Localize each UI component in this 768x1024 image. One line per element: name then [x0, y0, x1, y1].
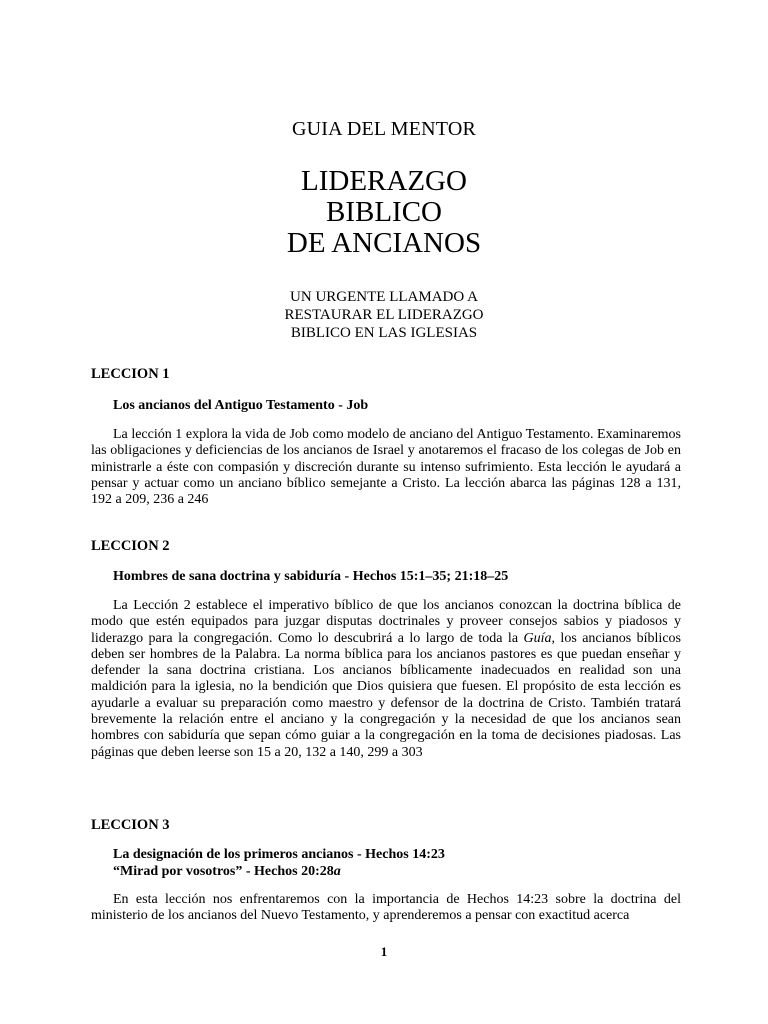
- subtitle: [0, 288, 768, 342]
- guide-title: GUIA DEL MENTOR: [291, 118, 477, 140]
- lesson-1-paragraph: [91, 427, 681, 508]
- paragraph-text: , los ancianos bíblicos deben ser hombres de la Palabra. La norma bíblica para los ancianos pastores es que puedan enseñar y defender la sana doctrina cristiana. Los ancianos bíblicamente inadecuados en realidad son una maldición para la iglesia, no la bendición que Dios quisiera que fuesen. El propósito de esta lección es ayudarle a evaluar su preparación como maestro y defensor de la doctrina de Cristo. También tratará brevemente la relación entre el anciano y la congregación y la necesidad de que los ancianos sean hombres con sabiduría que sepan cómo guiar a la congregación en la toma de decisiones piadosas. Las páginas que deben leerse son 15 a 20, 132 a 140, 299 a 303: [91, 630, 681, 760]
- lesson-topic-line: [113, 863, 445, 880]
- subtitle-line: BIBLICO EN LAS IGLESIAS: [290, 325, 478, 341]
- main-title-line: BIBLICO: [326, 196, 442, 228]
- lesson-topic-line: La designación de los primeros ancianos - Hechos 14:23: [113, 847, 445, 862]
- lesson-2-paragraph: [91, 598, 681, 761]
- lesson-3-heading: LECCION 3: [91, 817, 170, 833]
- paragraph: [91, 598, 681, 761]
- lesson-3-topic: [113, 846, 445, 880]
- lesson-2-topic: [113, 568, 508, 585]
- main-title-line: DE ANCIANOS: [286, 227, 482, 259]
- lesson-topic-line: Hombres de sana doctrina y sabiduría - Hechos 15:1–35; 21:18–25: [113, 569, 509, 584]
- subtitle-line: RESTAURAR EL LIDERAZGO: [284, 307, 484, 323]
- paragraph-text: La lección 1 explora la vida de Job como modelo de anciano del Antiguo Testamento. Examinaremos las obligaciones y deficiencias de los ancianos de Israel y anotaremos el fracaso de los colegas de Job en ministrarle a éste con compasión y discreción durante su intenso sufrimiento. Esta lección le ayudará a pensar y actuar como un anciano bíblico semejante a Cristo. La lección abarca las páginas 128 a 131, 192 a 209, 236 a 246: [91, 427, 681, 508]
- lesson-1-topic: [113, 397, 368, 414]
- main-title-line: LIDERAZGO: [301, 165, 467, 197]
- subtitle-line: UN URGENTE LLAMADO A: [290, 289, 478, 305]
- lesson-topic-italic-text: a: [333, 864, 341, 879]
- lesson-3-paragraph: [91, 892, 681, 925]
- paragraph: [91, 427, 681, 508]
- lesson-topic-line: Los ancianos del Antiguo Testamento - Job: [113, 398, 369, 413]
- main-title: [0, 166, 768, 259]
- paragraph-italic-text: Guía: [523, 630, 552, 646]
- paragraph: [91, 892, 681, 925]
- lesson-2-heading: LECCION 2: [91, 538, 170, 554]
- page-number: 1: [380, 944, 388, 959]
- lesson-1-heading: LECCION 1: [91, 366, 170, 382]
- lesson-topic-text: “Mirad por vosotros” - Hechos 20:28: [113, 864, 334, 879]
- paragraph-text: La Lección 2 establece el imperativo bíblico de que los ancianos conozcan la doctrina bíblica de modo que estén equipados para juzgar disputas doctrinales y proveer consejos sabios y piadosos y liderazgo para la congregación. Como lo descubrirá a lo largo de toda la: [91, 598, 681, 646]
- paragraph-text: En esta lección nos enfrentaremos con la importancia de Hechos 14:23 sobre la doctrina del ministerio de los ancianos del Nuevo Testamento, y aprenderemos a pensar con exactitud acerca: [91, 892, 681, 924]
